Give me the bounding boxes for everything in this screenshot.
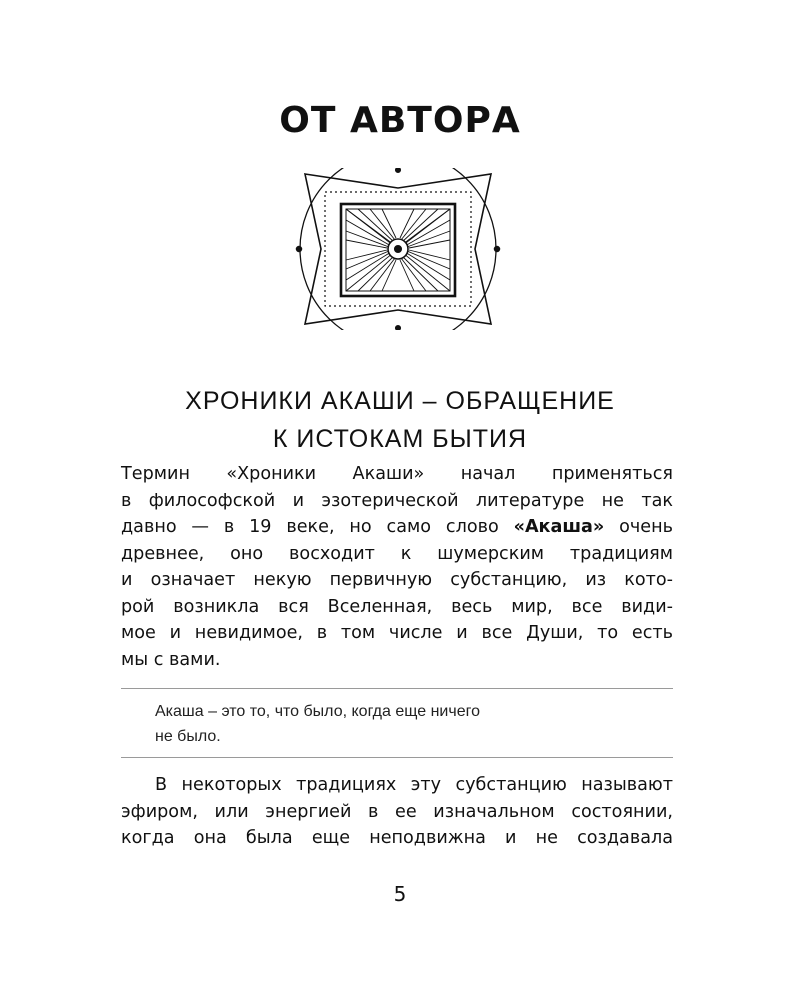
text-run: давно — в 19 веке, но само слово [121,517,514,537]
paragraph-2-line: когда она была еще неподвижна и не создавала [121,828,673,848]
paragraph-1-line: рой возникла вся Вселенная, весь мир, все види- [121,596,673,617]
pull-quote-line: не было. [155,728,221,745]
page-number: 5 [393,882,407,906]
pull-quote-line: Акаша – это то, что было, когда еще ничего [155,703,480,720]
paragraph-2-line: эфиром, или энергией в ее изначальном состоянии, [121,801,673,822]
paragraph-1-line: мы с вами. [121,649,221,670]
chapter-title: ОТ АВТОРА [279,100,521,141]
paragraph-2-line: В некоторых традициях эту субстанцию называют [155,775,673,795]
pull-quote-text [155,699,655,749]
paragraph-1-line: Термин «Хроники Акаши» начал применяться [121,464,673,484]
paragraph-1-line [121,514,673,541]
section-heading [0,382,800,458]
paragraph-1-line: и означает некую первичную субстанцию, из кото- [121,570,673,590]
section-heading-line-2: К ИСТОКАМ БЫТИЯ [272,425,528,453]
paragraph-1-line: древнее, оно восходит к шумерским традициям [121,543,673,564]
paragraph-1-line: мое и невидимое, в том числе и все Души, то есть [121,623,673,643]
paragraph-1-line: в философской и эзотерической литературе не так [121,490,673,511]
akasha-term: «Акаша» [513,517,605,537]
text-run: очень [604,517,674,537]
paragraph-2 [121,772,673,852]
sacred-geometry-ornament-icon [295,168,501,330]
pull-quote [121,688,673,758]
paragraph-1 [121,461,673,673]
section-heading-line-1: ХРОНИКИ АКАШИ – ОБРАЩЕНИЕ [185,387,615,415]
